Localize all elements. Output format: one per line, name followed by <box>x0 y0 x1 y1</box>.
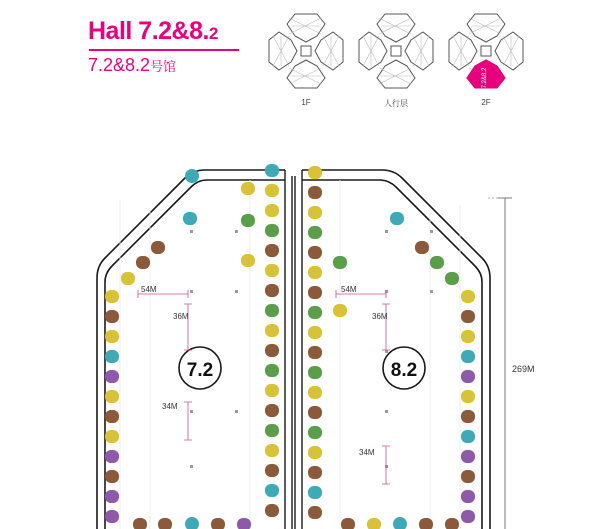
page-title-cn-num: 7.2&8.2 <box>88 55 151 76</box>
floor-thumbnail-1f-label: 1F <box>301 98 311 107</box>
title-divider <box>89 49 239 51</box>
dim-36m-right: 36M <box>372 312 388 321</box>
page-title-sub: 2 <box>208 24 218 43</box>
floor-thumbnail-1f[interactable] <box>265 10 347 107</box>
booth-markers-left-inner[interactable] <box>265 164 279 517</box>
dim-54m-left: 54M <box>141 285 157 294</box>
dim-269m-overall: 269M <box>512 364 535 374</box>
dim-54m-right: 54M <box>341 285 357 294</box>
dim-36m-left: 36M <box>173 312 189 321</box>
floor-thumbnail-2f[interactable] <box>445 10 527 107</box>
central-corridor-walls <box>285 170 302 529</box>
page-header <box>0 0 600 110</box>
page-title-cn-suffix: 号馆 <box>150 59 177 75</box>
overall-dimension-269m <box>488 198 535 529</box>
booth-markers-right-inner[interactable] <box>308 166 322 519</box>
hall-floorplan-map[interactable] <box>0 110 600 529</box>
floor-thumbnail-2f-label: 2F <box>481 98 491 107</box>
floorplan-svg <box>0 110 600 529</box>
dim-34m-left: 34M <box>162 402 178 411</box>
booth-markers-bottom-row[interactable] <box>133 517 459 529</box>
floor-thumbnail-pedestrian-label: 人行层 <box>384 99 408 108</box>
hall-label-7-2[interactable] <box>179 347 221 389</box>
page-title <box>88 18 268 44</box>
booth-markers-left-top[interactable] <box>185 169 199 183</box>
page-title-main: Hall 7.2&8. <box>88 17 209 45</box>
hall-label-8-2[interactable] <box>383 347 425 389</box>
page-title-cn <box>88 55 268 77</box>
hall-label-7-2-text: 7.2 <box>186 360 214 381</box>
floor-thumbnail-pedestrian[interactable] <box>355 10 437 108</box>
svg-text:7.2&8.2: 7.2&8.2 <box>482 67 488 89</box>
thumbnail-highlight-badge <box>467 60 505 88</box>
dim-34m-right: 34M <box>359 448 375 457</box>
booth-markers-left-spine[interactable] <box>241 182 255 267</box>
hall-title-block <box>88 18 268 77</box>
dimension-labels <box>141 285 388 457</box>
hall-label-8-2-text: 8.2 <box>390 360 418 381</box>
